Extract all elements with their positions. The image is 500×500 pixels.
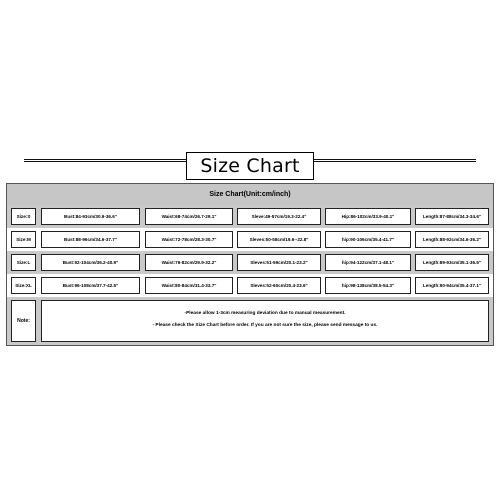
note-label: Note:	[11, 300, 36, 342]
length-cell: Length:90-94cm/35.4-37.1"	[415, 277, 489, 294]
length-cell: Length:89-93cm/35.1-36.6"	[415, 254, 489, 271]
table-row-m	[7, 228, 493, 251]
sleeve-cell: Sleves:50-58cm/19.6--22.8"	[237, 231, 321, 248]
waist-cell: Waist:68-74cm/26.7-29.1"	[145, 208, 233, 225]
sleeve-cell: Sleves:52-60cm/20.4-23.6"	[237, 277, 321, 294]
title-rule-right	[314, 159, 476, 160]
note-box	[41, 300, 489, 342]
size-cell: Size:XL	[11, 277, 36, 294]
size-chart-title: Size Chart	[186, 152, 314, 180]
table-row-l	[7, 251, 493, 274]
bust-cell: Bust:84-93cm/30.9-36.6"	[41, 208, 140, 225]
size-cell: Size:M	[11, 231, 36, 248]
hip-cell: hip:98-138cm/38.5-54.3"	[325, 277, 411, 294]
title-rule-left	[24, 159, 186, 160]
length-cell: Length:88-92cm/34.6-36.2"	[415, 231, 489, 248]
hip-cell: Hip:86-102cm/33.9-40.1"	[325, 208, 411, 225]
waist-cell: Waist:72-78cm/28.3-30.7"	[145, 231, 233, 248]
size-chart-table	[6, 183, 494, 346]
table-row-xl	[7, 274, 493, 297]
table-header: Size Chart(Unit:cm/inch)	[7, 184, 493, 205]
hip-cell: hip:90-106cm/35.4-41.7"	[325, 231, 411, 248]
note-line: -Please allow 1-3cm measuring deviation due to manual measurement.	[184, 311, 346, 316]
table-row-s	[7, 205, 493, 228]
length-cell: Length:87-88cm/34.3-34.6"	[415, 208, 489, 225]
note-row	[7, 297, 493, 345]
waist-cell: Waist:80-84cm/31.4-33.7"	[145, 277, 233, 294]
size-cell: Size:L	[11, 254, 36, 271]
size-cell: Size:S	[11, 208, 36, 225]
waist-cell: Waist:76-82cm/29.9-32.2"	[145, 254, 233, 271]
bust-cell: Bust:92-104cm/36.2-40.9"	[41, 254, 140, 271]
bust-cell: Bust:88-96cm/34.6-37.7"	[41, 231, 140, 248]
sleeve-cell: Sleve:49-57cm/19.3-22.4"	[237, 208, 321, 225]
hip-cell: hip:94-122cm/37.1-48.1"	[325, 254, 411, 271]
note-line: - Please check the Size Chart before order. If you are not sure the size, please send message to us.	[152, 323, 378, 328]
bust-cell: Bust:96-108cm/37.7-42.5"	[41, 277, 140, 294]
sleeve-cell: Sleves:51-59cm/20.1-23.2"	[237, 254, 321, 271]
